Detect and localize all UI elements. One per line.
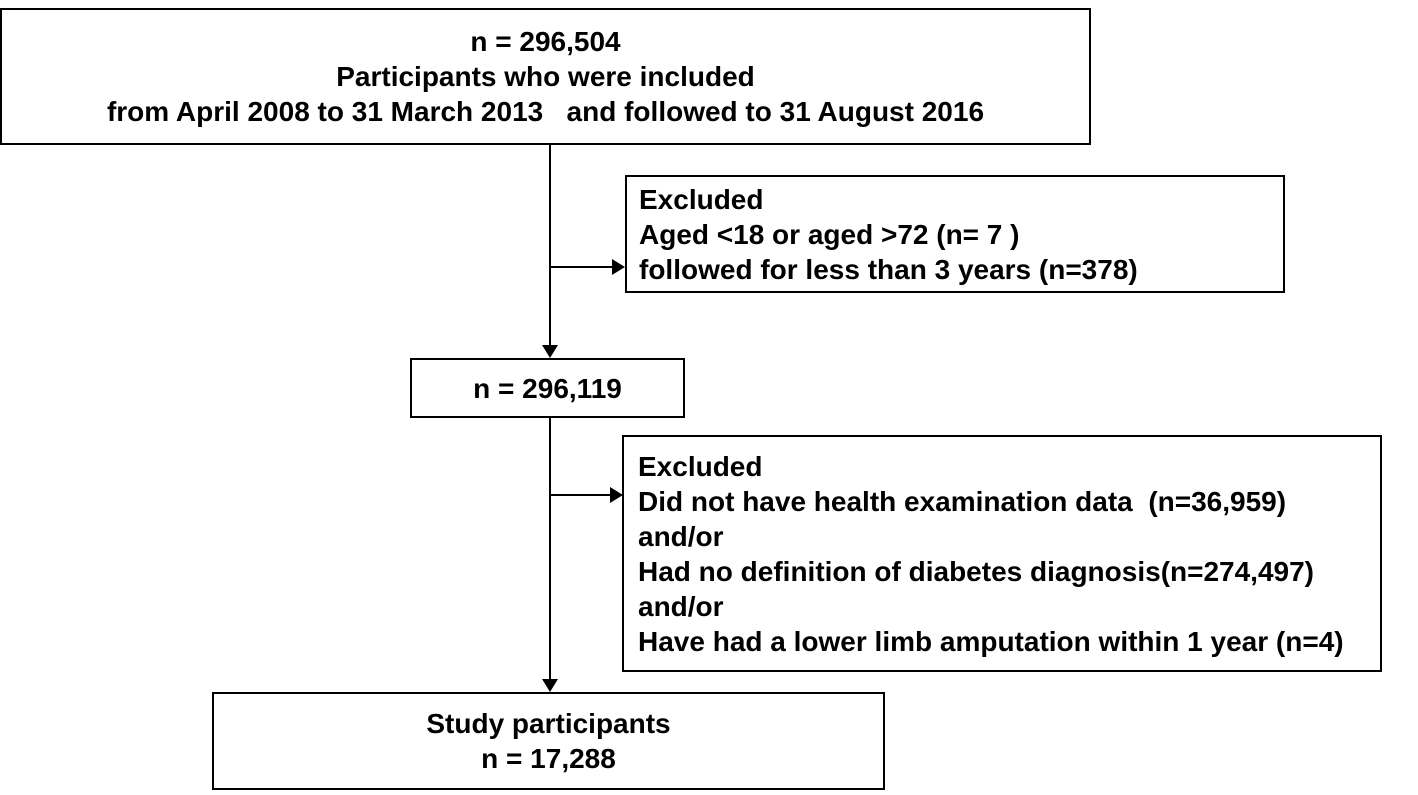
exclusion-1-reason-age: Aged <18 or aged >72 (n= 7 ) — [639, 218, 1020, 250]
final-participants-box — [212, 692, 885, 790]
connector-line-horizontal-1 — [550, 266, 612, 268]
exclusion-2-title: Excluded — [638, 450, 763, 482]
exclusion-1-reason-followup: followed for less than 3 years (n=378) — [639, 253, 1138, 285]
connector-line-vertical-2 — [549, 418, 551, 680]
final-participants-label: Study participants — [426, 708, 671, 739]
exclusion-box-1 — [625, 175, 1285, 293]
final-participants-count: n = 17,288 — [481, 743, 616, 774]
exclusion-2-reason-no-exam-data: Did not have health examination data (n=36,959) — [638, 485, 1287, 517]
connector-line-vertical-1 — [549, 145, 551, 348]
enrollment-box — [0, 8, 1091, 145]
enrollment-description: Participants who were included — [336, 61, 755, 92]
exclusion-box-2 — [622, 435, 1382, 672]
exclusion-2-andor-1: and/or — [638, 520, 724, 552]
arrowhead-down-icon-1 — [542, 345, 558, 358]
exclusion-2-reason-amputation: Have had a lower limb amputation within 1 year (n=4) — [638, 625, 1344, 657]
enrollment-count: n = 296,504 — [470, 26, 621, 57]
interim-count: n = 296,119 — [473, 372, 622, 404]
exclusion-1-title: Excluded — [639, 183, 764, 215]
exclusion-2-andor-2: and/or — [638, 590, 724, 622]
arrowhead-right-icon-1 — [612, 259, 625, 275]
exclusion-2-reason-no-diabetes-dx: Had no definition of diabetes diagnosis(n=274,497) — [638, 555, 1315, 587]
enrollment-date-range: from April 2008 to 31 March 2013 and followed to 31 August 2016 — [106, 96, 985, 127]
arrowhead-down-icon-2 — [542, 679, 558, 692]
connector-line-horizontal-2 — [550, 494, 610, 496]
interim-count-box — [410, 358, 685, 418]
